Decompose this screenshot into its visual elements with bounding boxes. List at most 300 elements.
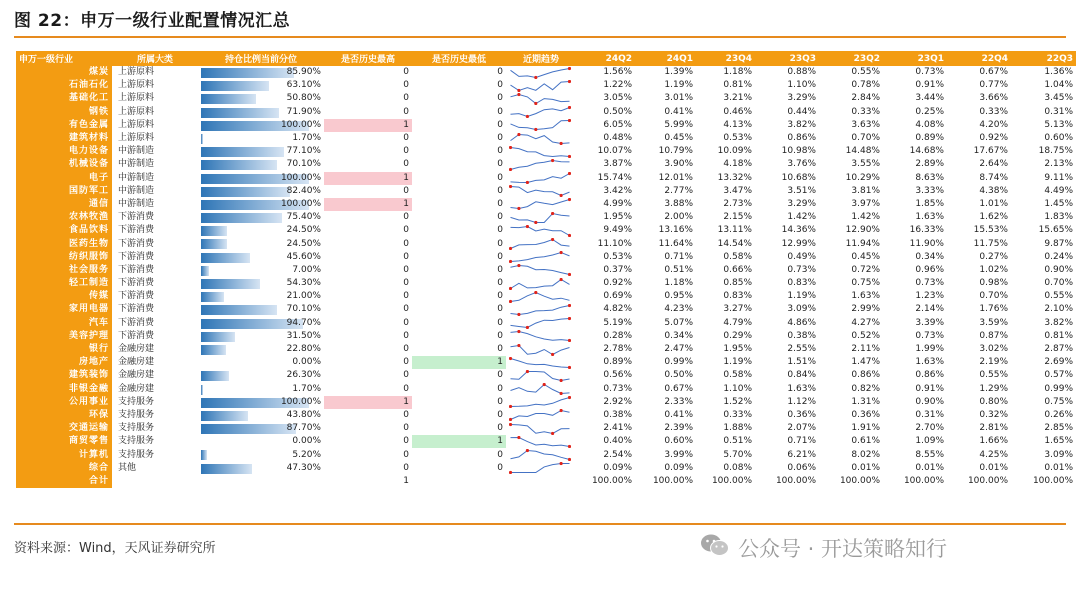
percentile-value: 82.40%: [286, 185, 321, 196]
percentile-value: 7.00%: [292, 264, 321, 275]
percentile-bar: [201, 345, 226, 355]
table-row: [16, 106, 1076, 119]
quarter-value: 2.70%: [915, 423, 944, 434]
quarter-value: 0.60%: [664, 436, 693, 447]
trend-cell: [506, 422, 576, 435]
historical-high-flag: 0: [403, 370, 409, 381]
quarter-value: 0.40%: [603, 436, 632, 447]
table-row: [16, 462, 1076, 475]
sector-category: 上游原料: [118, 106, 155, 117]
quarter-value: 8.74%: [979, 172, 1008, 183]
quarter-value: 3.02%: [979, 344, 1008, 355]
percentile-cell: [198, 172, 324, 185]
quarter-value: 14.48%: [845, 146, 880, 157]
source-note: 资料来源：Wind，天风证券研究所: [14, 541, 216, 556]
quarter-value: 0.44%: [787, 106, 816, 117]
quarter-value: 0.09%: [603, 462, 632, 473]
sparkline-low-marker: [534, 221, 537, 224]
percentile-cell: [198, 383, 324, 396]
quarter-value: 0.41%: [664, 106, 693, 117]
percentile-value: 21.00%: [286, 291, 321, 302]
quarter-value: 0.41%: [664, 409, 693, 420]
sparkline-high-marker: [509, 423, 512, 426]
quarter-value: 0.55%: [979, 370, 1008, 381]
trend-cell: [506, 119, 576, 132]
quarter-value: 2.55%: [787, 344, 816, 355]
trend-cell: [506, 251, 576, 264]
historical-high-flag: 0: [403, 344, 409, 355]
sparkline-high-marker: [517, 93, 520, 96]
quarter-value: 6.05%: [603, 119, 632, 130]
sector-category: 中游制造: [118, 146, 155, 157]
quarter-value: 1.19%: [664, 80, 693, 91]
total-value: 100.00%: [967, 475, 1008, 486]
quarter-value: 1.95%: [723, 344, 752, 355]
quarter-value: 1.62%: [979, 212, 1008, 223]
column-header: 23Q3: [755, 51, 819, 66]
sparkline-high-marker: [568, 304, 571, 307]
column-header: 22Q4: [947, 51, 1011, 66]
trend-cell: [506, 92, 576, 105]
table-row: [16, 303, 1076, 316]
sparkline-low-marker: [551, 432, 554, 435]
sparkline-low-marker: [509, 471, 512, 474]
quarter-value: 0.91%: [915, 383, 944, 394]
quarter-value: 0.37%: [603, 264, 632, 275]
quarter-value: 11.10%: [597, 238, 632, 249]
quarter-value: 0.78%: [851, 80, 880, 91]
table-row: [16, 132, 1076, 145]
industry-name: 非银金融: [16, 383, 112, 396]
quarter-value: 1.63%: [915, 212, 944, 223]
industry-name: 建筑装饰: [16, 369, 112, 382]
historical-high-flag: 0: [403, 93, 409, 104]
quarter-value: 3.97%: [851, 198, 880, 209]
historical-high-flag: 0: [403, 278, 409, 289]
sparkline-high-marker: [551, 238, 554, 241]
quarter-value: 5.13%: [1044, 119, 1073, 130]
percentile-cell: [198, 356, 324, 369]
trend-cell: [506, 409, 576, 422]
percentile-bar: [201, 411, 248, 421]
percentile-cell: [198, 330, 324, 343]
percentile-bar: [201, 253, 250, 263]
percentile-cell: [198, 422, 324, 435]
sector-category: 上游原料: [118, 119, 155, 130]
quarter-value: 2.73%: [723, 198, 752, 209]
sparkline-high-marker: [517, 133, 520, 136]
quarter-value: 0.57%: [1044, 370, 1073, 381]
table-row: [16, 317, 1076, 330]
empty-cell: [506, 475, 576, 488]
trend-cell: [506, 462, 576, 475]
historical-low-flag: 0: [497, 291, 503, 302]
industry-name: 轻工制造: [16, 277, 112, 290]
table-row: [16, 277, 1076, 290]
percentile-bar: [201, 450, 207, 460]
quarter-value: 0.86%: [915, 370, 944, 381]
historical-low-flag: 0: [497, 119, 503, 130]
table-row: [16, 264, 1076, 277]
sparkline-path: [511, 226, 570, 235]
trend-sparkline: [509, 119, 571, 131]
quarter-value: 0.61%: [851, 436, 880, 447]
quarter-value: 15.65%: [1038, 225, 1073, 236]
quarter-value: 4.99%: [603, 198, 632, 209]
sector-category: 下游消费: [118, 238, 155, 249]
percentile-value: 100.00%: [280, 172, 321, 183]
quarter-value: 0.67%: [979, 67, 1008, 78]
percentile-bar: [201, 147, 284, 157]
sector-category: 下游消费: [118, 291, 155, 302]
sparkline-path: [511, 292, 570, 301]
watermark-text: 公众号 · 开达策略知行: [738, 536, 948, 561]
percentile-value: 1.70%: [292, 383, 321, 394]
sector-category: 金融房建: [118, 383, 155, 394]
sparkline-high-marker: [551, 212, 554, 215]
quarter-value: 1.45%: [1044, 198, 1073, 209]
sector-category: 中游制造: [118, 159, 155, 170]
trend-sparkline: [509, 238, 571, 250]
table-row: [16, 92, 1076, 105]
quarter-value: 0.73%: [603, 383, 632, 394]
column-header: 持仓比例当前分位: [198, 51, 324, 66]
industry-allocation-table: [16, 51, 1076, 488]
empty-cell: [198, 475, 324, 488]
sector-category: 中游制造: [118, 185, 155, 196]
sparkline-low-marker: [509, 300, 512, 303]
quarter-value: 8.63%: [915, 172, 944, 183]
table-row: [16, 79, 1076, 92]
industry-name: 农林牧渔: [16, 211, 112, 224]
quarter-value: 1.76%: [979, 304, 1008, 315]
quarter-value: 4.79%: [723, 317, 752, 328]
sparkline-low-marker: [526, 181, 529, 184]
quarter-value: 1.29%: [979, 383, 1008, 394]
quarter-value: 0.06%: [787, 462, 816, 473]
total-value: 100.00%: [711, 475, 752, 486]
sparkline-high-marker: [560, 251, 563, 254]
trend-sparkline: [509, 106, 571, 118]
trend-sparkline: [509, 172, 571, 184]
industry-name: 综合: [16, 462, 112, 475]
column-header: 申万一级行业: [16, 51, 112, 66]
industry-name: 计算机: [16, 448, 112, 461]
quarter-value: 2.99%: [851, 304, 880, 315]
quarter-value: 0.70%: [979, 291, 1008, 302]
sparkline-high-marker: [568, 198, 571, 201]
sector-category: 中游制造: [118, 172, 155, 183]
percentile-bar: [201, 371, 229, 381]
historical-low-flag: 0: [497, 317, 503, 328]
percentile-cell: [198, 448, 324, 461]
sparkline-high-marker: [560, 462, 563, 465]
quarter-value: 12.90%: [845, 225, 880, 236]
quarter-value: 4.86%: [787, 317, 816, 328]
sparkline-high-marker: [526, 370, 529, 373]
sparkline-path: [511, 121, 570, 130]
sparkline-path: [511, 213, 570, 222]
percentile-cell: [198, 277, 324, 290]
sparkline-low-marker: [509, 405, 512, 408]
quarter-value: 0.53%: [603, 251, 632, 262]
percentile-bar: [201, 385, 203, 395]
trend-sparkline: [509, 409, 571, 421]
percentile-value: 85.90%: [286, 67, 321, 78]
quarter-value: 2.41%: [603, 423, 632, 434]
quarter-value: 1.19%: [723, 357, 752, 368]
sparkline-low-marker: [568, 458, 571, 461]
industry-name: 汽车: [16, 317, 112, 330]
quarter-value: 4.25%: [979, 449, 1008, 460]
industry-name: 电子: [16, 172, 112, 185]
percentile-value: 24.50%: [286, 225, 321, 236]
historical-high-flag: 0: [403, 264, 409, 275]
sparkline-low-marker: [568, 273, 571, 276]
trend-sparkline: [509, 80, 571, 92]
industry-name: 公用事业: [16, 396, 112, 409]
quarter-value: 0.95%: [664, 291, 693, 302]
sparkline-low-marker: [568, 155, 571, 158]
trend-cell: [506, 356, 576, 369]
quarter-value: 3.51%: [787, 185, 816, 196]
percentile-value: 50.80%: [286, 93, 321, 104]
quarter-value: 9.49%: [603, 225, 632, 236]
percentile-bar: [201, 292, 224, 302]
quarter-value: 0.81%: [1044, 330, 1073, 341]
trend-sparkline: [509, 212, 571, 224]
table-row: [16, 330, 1076, 343]
quarter-value: 1.91%: [851, 423, 880, 434]
percentile-bar: [201, 226, 227, 236]
quarter-value: 2.33%: [664, 396, 693, 407]
percentile-cell: [198, 66, 324, 79]
quarter-value: 0.01%: [851, 462, 880, 473]
trend-sparkline: [509, 423, 571, 435]
sparkline-path: [511, 358, 570, 367]
table-row: [16, 435, 1076, 448]
sparkline-high-marker: [517, 264, 520, 267]
column-header: 是否历史最低: [412, 51, 506, 66]
quarter-value: 12.99%: [781, 238, 816, 249]
sparkline-high-marker: [526, 225, 529, 228]
total-value: 100.00%: [903, 475, 944, 486]
industry-name: 房地产: [16, 356, 112, 369]
quarter-value: 0.38%: [787, 330, 816, 341]
industry-name: 电力设备: [16, 145, 112, 158]
quarter-value: 2.87%: [1044, 344, 1073, 355]
percentile-value: 77.10%: [286, 146, 321, 157]
percentile-cell: [198, 158, 324, 171]
quarter-value: 0.01%: [979, 462, 1008, 473]
industry-name: 国防军工: [16, 185, 112, 198]
table-row: [16, 251, 1076, 264]
quarter-value: 1.88%: [723, 423, 752, 434]
table-row: [16, 211, 1076, 224]
quarter-value: 1.18%: [664, 278, 693, 289]
sparkline-path: [511, 240, 570, 249]
sparkline-low-marker: [560, 194, 563, 197]
trend-sparkline: [509, 278, 571, 290]
percentile-value: 63.10%: [286, 80, 321, 91]
table-row: [16, 356, 1076, 369]
percentile-value: 94.70%: [286, 317, 321, 328]
industry-name: 社会服务: [16, 264, 112, 277]
percentile-bar: [201, 279, 260, 289]
sparkline-high-marker: [517, 436, 520, 439]
trend-cell: [506, 198, 576, 211]
quarter-value: 0.85%: [723, 278, 752, 289]
sector-category: 下游消费: [118, 304, 155, 315]
sparkline-low-marker: [509, 260, 512, 263]
historical-high-flag: 0: [403, 409, 409, 420]
quarter-value: 2.85%: [1044, 423, 1073, 434]
percentile-bar: [201, 134, 203, 144]
sector-category: 中游制造: [118, 198, 155, 209]
quarter-value: 2.14%: [915, 304, 944, 315]
quarter-value: 1.10%: [787, 80, 816, 91]
historical-low-flag: 0: [497, 225, 503, 236]
trend-sparkline: [509, 396, 571, 408]
sector-category: 上游原料: [118, 67, 155, 78]
quarter-value: 4.38%: [979, 185, 1008, 196]
quarter-value: 0.08%: [723, 462, 752, 473]
sector-category: 下游消费: [118, 317, 155, 328]
historical-high-flag: 1: [324, 198, 412, 211]
quarter-value: 2.89%: [915, 159, 944, 170]
percentile-value: 100.00%: [280, 396, 321, 407]
trend-sparkline: [509, 198, 571, 210]
industry-name: 机械设备: [16, 158, 112, 171]
sector-category: 支持服务: [118, 436, 155, 447]
trend-sparkline: [509, 67, 571, 79]
quarter-value: 0.87%: [979, 330, 1008, 341]
quarter-value: 0.48%: [603, 133, 632, 144]
percentile-value: 22.80%: [286, 344, 321, 355]
quarter-value: 17.67%: [973, 146, 1008, 157]
quarter-value: 15.74%: [597, 172, 632, 183]
quarter-value: 2.13%: [1044, 159, 1073, 170]
quarter-value: 3.99%: [664, 449, 693, 460]
quarter-value: 0.31%: [1044, 106, 1073, 117]
quarter-value: 0.67%: [664, 383, 693, 394]
sector-category: 支持服务: [118, 409, 155, 420]
quarter-value: 8.55%: [915, 449, 944, 460]
total-value: 100.00%: [775, 475, 816, 486]
sparkline-high-marker: [517, 344, 520, 347]
quarter-value: 12.01%: [658, 172, 693, 183]
column-header: 22Q3: [1011, 51, 1076, 66]
watermark: [700, 532, 947, 563]
percentile-cell: [198, 290, 324, 303]
historical-high-flag: 0: [403, 185, 409, 196]
quarter-value: 10.09%: [717, 146, 752, 157]
quarter-value: 2.11%: [851, 344, 880, 355]
quarter-value: 4.18%: [723, 159, 752, 170]
percentile-value: 1.70%: [292, 133, 321, 144]
quarter-value: 1.95%: [603, 212, 632, 223]
table-row: [16, 409, 1076, 422]
quarter-value: 1.12%: [787, 396, 816, 407]
historical-high-flag: 0: [403, 383, 409, 394]
historical-low-flag: 0: [497, 106, 503, 117]
quarter-value: 8.02%: [851, 449, 880, 460]
total-value: 100.00%: [1032, 475, 1073, 486]
percentile-cell: [198, 92, 324, 105]
quarter-value: 2.92%: [603, 396, 632, 407]
trend-cell: [506, 277, 576, 290]
quarter-value: 0.31%: [915, 409, 944, 420]
sparkline-high-marker: [568, 106, 571, 109]
sparkline-high-marker: [560, 278, 563, 281]
historical-high-flag: 0: [403, 436, 409, 447]
quarter-value: 0.29%: [723, 330, 752, 341]
trend-sparkline: [509, 330, 571, 342]
sector-category: 下游消费: [118, 225, 155, 236]
sector-category: 支持服务: [118, 449, 155, 460]
sparkline-high-marker: [526, 449, 529, 452]
percentile-cell: [198, 409, 324, 422]
quarter-value: 1.23%: [915, 291, 944, 302]
quarter-value: 3.44%: [915, 93, 944, 104]
trend-sparkline: [509, 317, 571, 329]
total-flag: 1: [403, 475, 409, 486]
trend-cell: [506, 211, 576, 224]
trend-cell: [506, 145, 576, 158]
trend-cell: [506, 343, 576, 356]
trend-sparkline: [509, 291, 571, 303]
quarter-value: 3.42%: [603, 185, 632, 196]
quarter-value: 0.77%: [979, 80, 1008, 91]
historical-low-flag: 1: [412, 435, 506, 448]
trend-sparkline: [509, 370, 571, 382]
quarter-value: 1.39%: [664, 67, 693, 78]
quarter-value: 4.13%: [723, 119, 752, 130]
sparkline-high-marker: [509, 357, 512, 360]
historical-high-flag: 0: [403, 146, 409, 157]
historical-low-flag: 0: [497, 370, 503, 381]
quarter-value: 1.19%: [787, 291, 816, 302]
industry-name: 美容护理: [16, 330, 112, 343]
sparkline-path: [511, 319, 570, 328]
sector-category: 金融房建: [118, 370, 155, 381]
table-row: [16, 158, 1076, 171]
quarter-value: 1.85%: [915, 198, 944, 209]
percentile-cell: [198, 106, 324, 119]
sparkline-high-marker: [560, 409, 563, 412]
quarter-value: 0.72%: [851, 264, 880, 275]
historical-high-flag: 0: [403, 462, 409, 473]
table-row: [16, 66, 1076, 79]
quarter-value: 2.19%: [979, 357, 1008, 368]
quarter-value: 15.53%: [973, 225, 1008, 236]
quarter-value: 0.91%: [915, 80, 944, 91]
percentile-value: 54.30%: [286, 278, 321, 289]
quarter-value: 0.83%: [723, 291, 752, 302]
quarter-value: 1.66%: [979, 436, 1008, 447]
quarter-value: 0.75%: [851, 278, 880, 289]
historical-low-flag: 0: [497, 409, 503, 420]
column-header: 近期趋势: [506, 51, 576, 66]
quarter-value: 0.09%: [664, 462, 693, 473]
percentile-value: 87.70%: [286, 423, 321, 434]
quarter-value: 1.22%: [603, 80, 632, 91]
table-row: [16, 448, 1076, 461]
total-label: 合计: [16, 475, 112, 488]
sparkline-high-marker: [509, 146, 512, 149]
sparkline-low-marker: [568, 445, 571, 448]
quarter-value: 2.10%: [1044, 304, 1073, 315]
